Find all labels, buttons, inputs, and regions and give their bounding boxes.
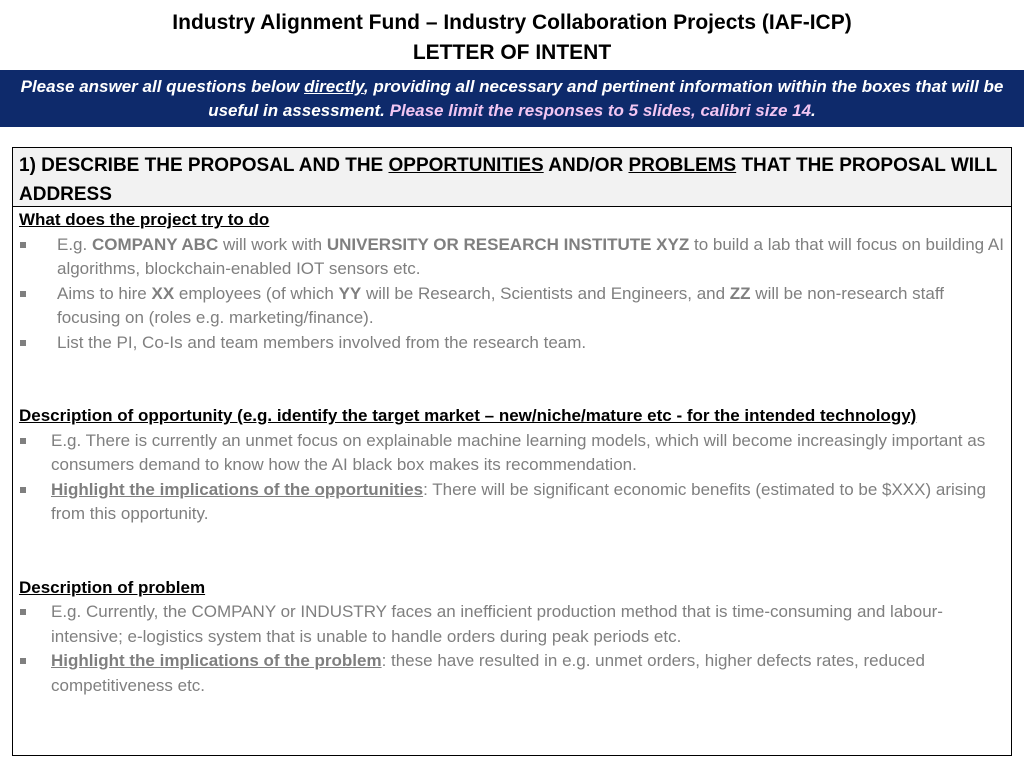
opportunity-implications-label: Highlight the implications of the opportunities (51, 479, 424, 499)
project-heading: What does the project try to do (19, 210, 270, 229)
instruction-banner (0, 70, 1024, 127)
list-item: E.g. There is currently an unmet focus on explainable machine learning models, which will become increasingly important as consumers demand to know how the AI black box makes its recommendation. (19, 429, 1005, 478)
list-item (19, 478, 1005, 527)
problem-implications-label: Highlight the implications of the problem (51, 651, 382, 670)
header-problems: PROBLEMS (628, 155, 737, 176)
problem-list (19, 600, 1005, 698)
title-line-1: Industry Alignment Fund – Industry Collaboration Projects (IAF-ICP) (172, 11, 852, 34)
title-line-2: LETTER OF INTENT (412, 41, 612, 64)
item-text: Aims to hire (57, 283, 152, 303)
item-text: E.g. (57, 234, 92, 254)
header-opportunities: OPPORTUNITIES (388, 155, 544, 176)
document-title (0, 8, 1024, 68)
list-item (19, 233, 1005, 282)
banner-text-2: , providing all necessary and pertinent information within the boxes that will be useful in assessment. (208, 77, 1004, 120)
xx-placeholder: XX (151, 283, 175, 303)
banner-end: . (811, 101, 816, 120)
question-header (13, 148, 1011, 207)
item-text: will be non-research staff focusing on (roles e.g. marketing/finance). (57, 283, 944, 327)
header-text-2: AND/OR (543, 155, 629, 176)
opportunity-heading: Description of opportunity (e.g. identify the target market – new/niche/mature etc - for the intended technology) (19, 406, 917, 425)
university-placeholder: UNIVERSITY OR RESEARCH INSTITUTE XYZ (326, 234, 690, 254)
list-item (19, 649, 1005, 698)
item-text: will work with (218, 234, 327, 254)
banner-emphasis: directly (304, 77, 364, 96)
banner-text-1: Please answer all questions below (20, 77, 305, 96)
list-item: List the PI, Co-Is and team members involved from the research team. (19, 331, 1005, 356)
item-text: employees (of which (174, 283, 339, 303)
question-box (12, 147, 1012, 756)
company-placeholder: COMPANY ABC (91, 234, 219, 254)
spacer (19, 527, 1005, 576)
item-text: will be Research, Scientists and Engineers, and (361, 283, 730, 303)
list-item (19, 282, 1005, 331)
problem-heading: Description of problem (19, 577, 206, 597)
header-text-3: THAT THE PROPOSAL WILL ADDRESS (19, 155, 997, 205)
spacer (19, 355, 1005, 404)
yy-placeholder: YY (338, 283, 362, 303)
item-text: : these have resulted in e.g. unmet orders, higher defects rates, reduced competitiveness etc. (51, 651, 925, 695)
zz-placeholder: ZZ (729, 283, 751, 303)
item-text: to build a lab that will focus on building AI algorithms, blockchain-enabled IOT sensors etc. (57, 234, 1004, 278)
banner-limit-note: Please limit the responses to 5 slides, calibri size 14 (389, 101, 812, 120)
header-text-1: 1) DESCRIBE THE PROPOSAL AND THE (19, 155, 389, 176)
item-text: : There will be significant economic benefits (estimated to be $XXX) arising from this opportunity. (51, 479, 986, 523)
list-item: E.g. Currently, the COMPANY or INDUSTRY faces an inefficient production method that is time-consuming and labour-intensive; e-logistics system that is unable to handle orders during peak periods etc. (19, 600, 1005, 649)
question-body (13, 207, 1011, 698)
project-list (19, 233, 1005, 356)
opportunity-list (19, 429, 1005, 527)
